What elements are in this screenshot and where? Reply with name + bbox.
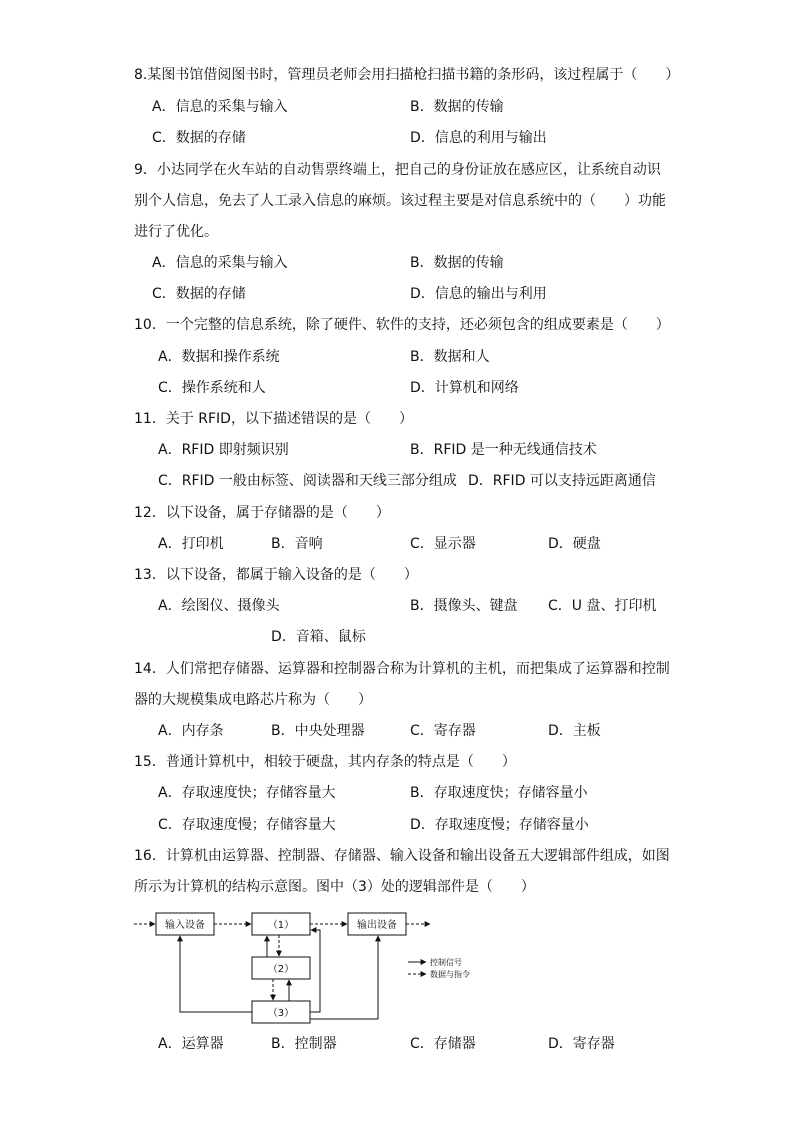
q16-option-b[interactable]: B．控制器	[271, 1036, 337, 1052]
q9-option-a[interactable]: A．信息的采集与输入	[152, 255, 288, 271]
box-2-label: （2）	[267, 964, 295, 975]
q12-option-d[interactable]: D．硬盘	[548, 536, 601, 552]
q15-option-c[interactable]: C．存取速度慢；存储容量大	[158, 817, 336, 833]
question-10-stem: 10．一个完整的信息系统，除了硬件、软件的支持，还必须包含的组成要素是（ ）	[134, 317, 670, 333]
q13-option-b[interactable]: B．摄像头、键盘	[410, 598, 518, 614]
legend-data-instruction: 数据与指令	[430, 970, 470, 979]
question-16-stem-line-1: 16．计算机由运算器、控制器、存储器、输入设备和输出设备五大逻辑部件组成，如图	[134, 848, 670, 864]
output-device-label: 输出设备	[357, 920, 397, 931]
question-9-stem-line-2: 别个人信息，免去了人工录入信息的麻烦。该过程主要是对信息系统中的（ ）功能	[134, 193, 666, 209]
q10-option-d[interactable]: D．计算机和网络	[410, 380, 519, 396]
q14-option-b[interactable]: B．中央处理器	[271, 723, 365, 739]
q8-option-a[interactable]: A．信息的采集与输入	[152, 99, 288, 115]
input-device-label: 输入设备	[165, 920, 205, 931]
q14-option-d[interactable]: D．主板	[548, 723, 601, 739]
q12-option-b[interactable]: B．音响	[271, 536, 323, 552]
q10-option-a[interactable]: A．数据和操作系统	[158, 349, 280, 365]
q14-option-a[interactable]: A．内存条	[158, 723, 224, 739]
question-16-stem-line-2: 所示为计算机的结构示意图。图中（3）处的逻辑部件是（ ）	[134, 879, 535, 895]
q16-option-c[interactable]: C．存储器	[410, 1036, 476, 1052]
q9-option-b[interactable]: B．数据的传输	[410, 255, 504, 271]
q15-option-b[interactable]: B．存取速度快；存储容量小	[410, 785, 588, 801]
q12-option-c[interactable]: C．显示器	[410, 536, 476, 552]
q11-option-b[interactable]: B．RFID 是一种无线通信技术	[410, 442, 597, 458]
question-11-stem: 11．关于 RFID，以下描述错误的是（ ）	[134, 411, 413, 427]
q14-option-c[interactable]: C．寄存器	[410, 723, 476, 739]
q16-option-d[interactable]: D．寄存器	[548, 1036, 615, 1052]
q8-option-b[interactable]: B．数据的传输	[410, 99, 504, 115]
box-1-label: （1）	[267, 920, 295, 931]
question-12-stem: 12．以下设备，属于存储器的是（ ）	[134, 505, 390, 521]
q12-option-a[interactable]: A．打印机	[158, 536, 224, 552]
q10-option-b[interactable]: B．数据和人	[410, 349, 490, 365]
question-14-stem-line-2: 器的大规模集成电路芯片称为（ ）	[134, 692, 372, 708]
legend-control-signal: 控制信号	[430, 958, 462, 967]
q16-option-a[interactable]: A．运算器	[158, 1036, 224, 1052]
q15-option-d[interactable]: D．存取速度慢；存储容量小	[410, 817, 589, 833]
q13-option-d[interactable]: D．音箱、鼠标	[271, 629, 366, 645]
q9-option-d[interactable]: D．信息的输出与利用	[410, 286, 547, 302]
question-9-stem-line-3: 进行了优化。	[134, 224, 218, 240]
q10-option-c[interactable]: C．操作系统和人	[158, 380, 266, 396]
question-14-stem-line-1: 14．人们常把存储器、运算器和控制器合称为计算机的主机，而把集成了运算器和控制	[134, 661, 670, 677]
question-13-stem: 13．以下设备，都属于输入设备的是（ ）	[134, 567, 418, 583]
q13-option-c[interactable]: C．U 盘、打印机	[548, 598, 657, 614]
q9-option-c[interactable]: C．数据的存储	[152, 286, 246, 302]
computer-structure-diagram	[130, 905, 490, 1027]
box-3-label: （3）	[267, 1008, 295, 1019]
q8-option-c[interactable]: C．数据的存储	[152, 130, 246, 146]
q8-option-d[interactable]: D．信息的利用与输出	[410, 130, 547, 146]
q11-option-c[interactable]: C．RFID 一般由标签、阅读器和天线三部分组成	[158, 473, 457, 489]
q11-option-a[interactable]: A．RFID 即射频识别	[158, 442, 289, 458]
question-15-stem: 15．普通计算机中，相较于硬盘，其内存条的特点是（ ）	[134, 754, 516, 770]
q15-option-a[interactable]: A．存取速度快；存储容量大	[158, 785, 336, 801]
q13-option-a[interactable]: A．绘图仪、摄像头	[158, 598, 280, 614]
question-8-stem: 8.某图书馆借阅图书时，管理员老师会用扫描枪扫描书籍的条形码，该过程属于（ ）	[134, 67, 680, 83]
question-9-stem-line-1: 9．小达同学在火车站的自动售票终端上，把自己的身份证放在感应区，让系统自动识	[134, 162, 661, 178]
q11-option-d[interactable]: D．RFID 可以支持远距离通信	[468, 473, 656, 489]
